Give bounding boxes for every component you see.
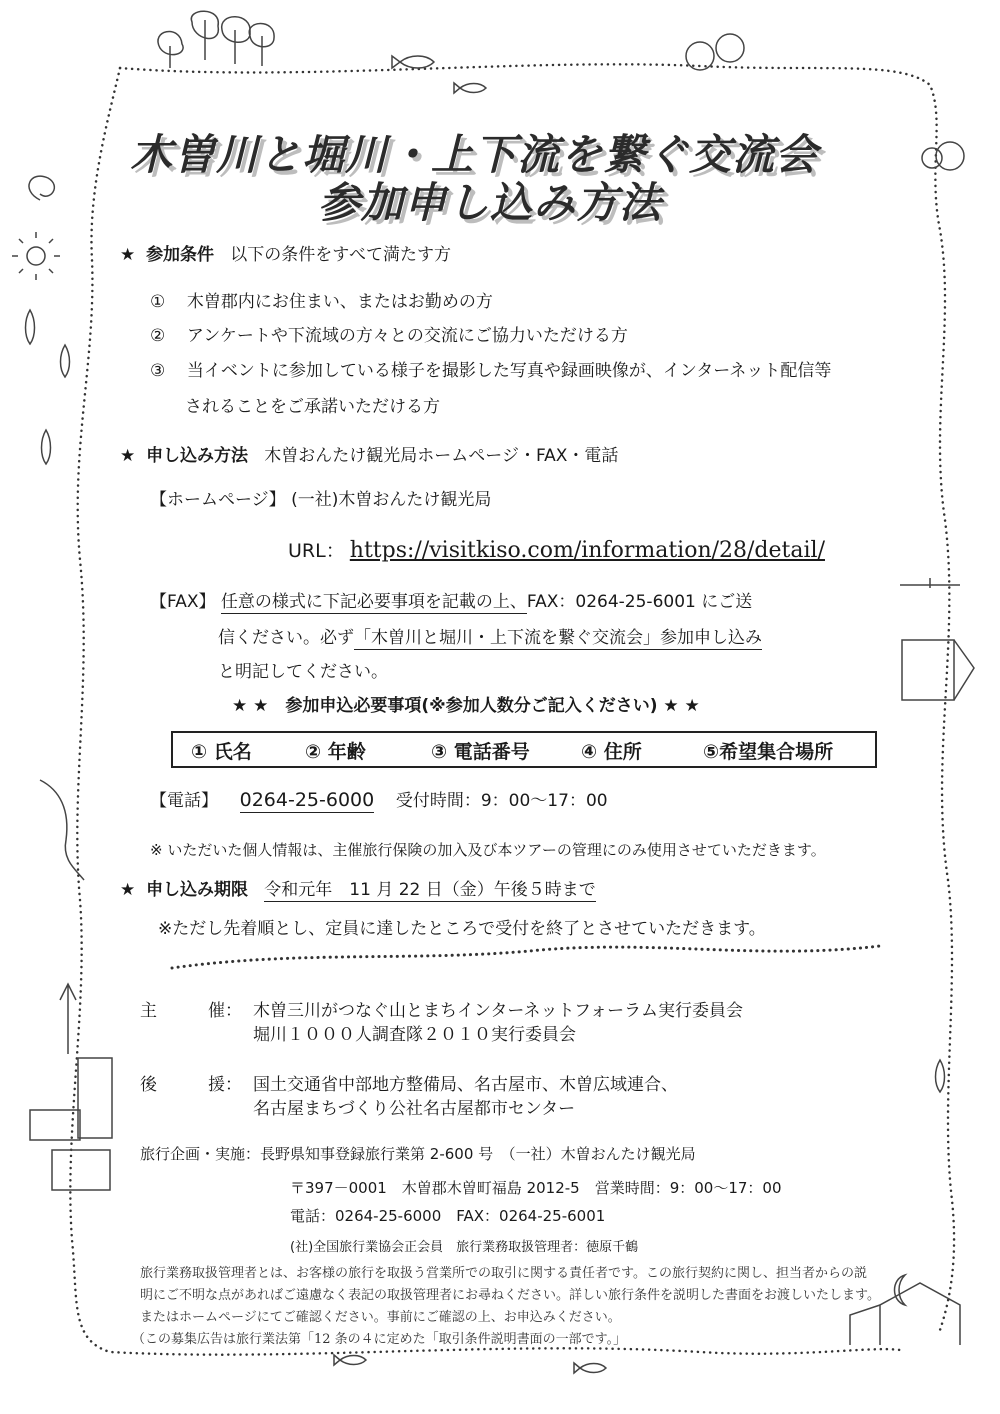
url-label: URL： — [288, 540, 345, 562]
host-2: 堀川１０００人調査隊２０１０実行委員会 — [253, 1025, 576, 1045]
condition-text: アンケートや下流域の方々との交流にご協力いただける方 — [186, 326, 628, 346]
required-heading: ★ ★ 参加申込必要事項(※参加人数分ご記入ください) ★ ★ — [232, 696, 700, 716]
fax-line-1 — [150, 587, 752, 612]
travel-address: 〒397－0001 木曽郡木曽町福島 2012-5 営業時間：9：00～17：00 — [290, 1179, 782, 1197]
tel-hours: 受付時間：9：00～17：00 — [395, 791, 608, 811]
support-label-a: 後 — [140, 1075, 157, 1095]
fax-number: FAX：0264-25-6001 にご送 — [526, 592, 753, 612]
condition-number: ② — [150, 326, 166, 346]
fax-line-2 — [218, 623, 762, 648]
travel-line — [140, 1143, 696, 1164]
condition-item-1 — [150, 287, 493, 312]
support-1: 国土交通省中部地方整備局、名古屋市、木曽広域連合、 — [253, 1075, 678, 1095]
fax-line-2b: 「木曽川と堀川・上下流を繋ぐ交流会」参加申し込み — [354, 628, 762, 648]
required-item-age: ② 年齢 — [305, 741, 366, 763]
deadline-date: 令和元年 11 月 22 日（金）午後５時まで — [264, 880, 596, 900]
deadline-note: ※ただし先着順とし、定員に達したところで受付を終了とさせていただきます。 — [158, 919, 766, 939]
fineprint-line-1: 旅行業務取扱管理者とは、お客様の旅行を取扱う営業所での取引に関する責任者です。この旅行契約に関し、担当者からの説 — [140, 1266, 867, 1281]
travel-association: (社)全国旅行業協会正会員 旅行業務取扱管理者：徳原千鶴 — [290, 1240, 639, 1255]
condition-number: ① — [150, 292, 166, 312]
star-bullet: ★ — [120, 446, 136, 466]
condition-item-2 — [150, 321, 628, 346]
required-item-meeting-place: ⑤希望集合場所 — [703, 741, 834, 763]
travel-phone: 電話：0264-25-6000 FAX：0264-25-6001 — [290, 1207, 606, 1225]
fineprint-line-2: 明にご不明な点があればご遠慮なく表記の取扱管理者にお尋ねください。詳しい旅行条件を説明した書面をお渡しいたします。 — [140, 1288, 880, 1303]
fax-line-2a: 信ください。必ず — [218, 628, 354, 648]
condition-item-3 — [150, 356, 831, 381]
condition-item-3-continued: されることをご承諾いただける方 — [185, 397, 440, 417]
conditions-heading: 参加条件 — [146, 245, 215, 265]
support-2: 名古屋まちづくり公社名古屋都市センター — [253, 1099, 576, 1119]
star-bullet: ★ — [120, 880, 136, 900]
required-item-name: ① 氏名 — [191, 741, 252, 763]
homepage-label: 【ホームページ】 — [150, 490, 286, 510]
fax-label: 【FAX】 — [150, 592, 216, 612]
tel-label: 【電話】 — [150, 791, 218, 811]
page-title: 木曽川と堀川・上下流を繋ぐ交流会 — [130, 130, 819, 179]
condition-text: 木曽郡内にお住まい、またはお勤めの方 — [186, 292, 493, 312]
conditions-section — [120, 240, 451, 265]
support-label-b: 援： — [208, 1075, 242, 1095]
travel-label: 旅行企画・実施： — [140, 1145, 261, 1163]
homepage-org: (一社)木曽おんたけ観光局 — [291, 490, 492, 510]
required-item-address: ④ 住所 — [581, 741, 642, 763]
tel-line — [150, 786, 608, 811]
url-line — [288, 536, 825, 563]
fineprint-line-4: （この募集広告は旅行業法第「12 条の４に定めた「取引条件説明書面の一部です。」 — [132, 1332, 627, 1347]
homepage-line — [150, 485, 491, 510]
tel-number: 0264-25-6000 — [239, 789, 375, 811]
privacy-note: ※ いただいた個人情報は、主催旅行保険の加入及び本ツアーの管理にのみ使用させていただきます。 — [150, 841, 826, 859]
url-link[interactable]: https://visitkiso.com/information/28/detail/ — [349, 538, 825, 563]
apply-heading: 申し込み方法 — [146, 446, 249, 466]
condition-text: 当イベントに参加している様子を撮影した写真や録画映像が、インターネット配信等 — [186, 361, 832, 381]
required-items-box — [171, 731, 877, 768]
required-item-phone: ③ 電話番号 — [431, 741, 530, 763]
condition-number: ③ — [150, 361, 166, 381]
star-bullet: ★ — [120, 245, 136, 265]
apply-section — [120, 441, 618, 466]
deadline-section — [120, 875, 596, 900]
host-label-a: 主 — [140, 1001, 157, 1021]
travel-registration: 長野県知事登録旅行業第 2-600 号 （一社）木曽おんたけ観光局 — [260, 1145, 696, 1163]
host-1: 木曽三川がつなぐ山とまちインターネットフォーラム実行委員会 — [253, 1001, 743, 1021]
host-label-b: 催： — [208, 1001, 242, 1021]
fax-line-3: と明記してください。 — [218, 662, 388, 682]
page-subtitle: 参加申し込み方法 — [318, 178, 663, 227]
conditions-intro: 以下の条件をすべて満たす方 — [230, 245, 451, 265]
apply-methods: 木曽おんたけ観光局ホームページ・FAX・電話 — [264, 446, 619, 466]
fax-instruction: 任意の様式に下記必要事項を記載の上、 — [220, 592, 527, 612]
deadline-heading: 申し込み期限 — [146, 880, 249, 900]
fineprint-line-3: またはホームページにてご確認ください。事前にご確認の上、お申込みください。 — [140, 1310, 621, 1325]
